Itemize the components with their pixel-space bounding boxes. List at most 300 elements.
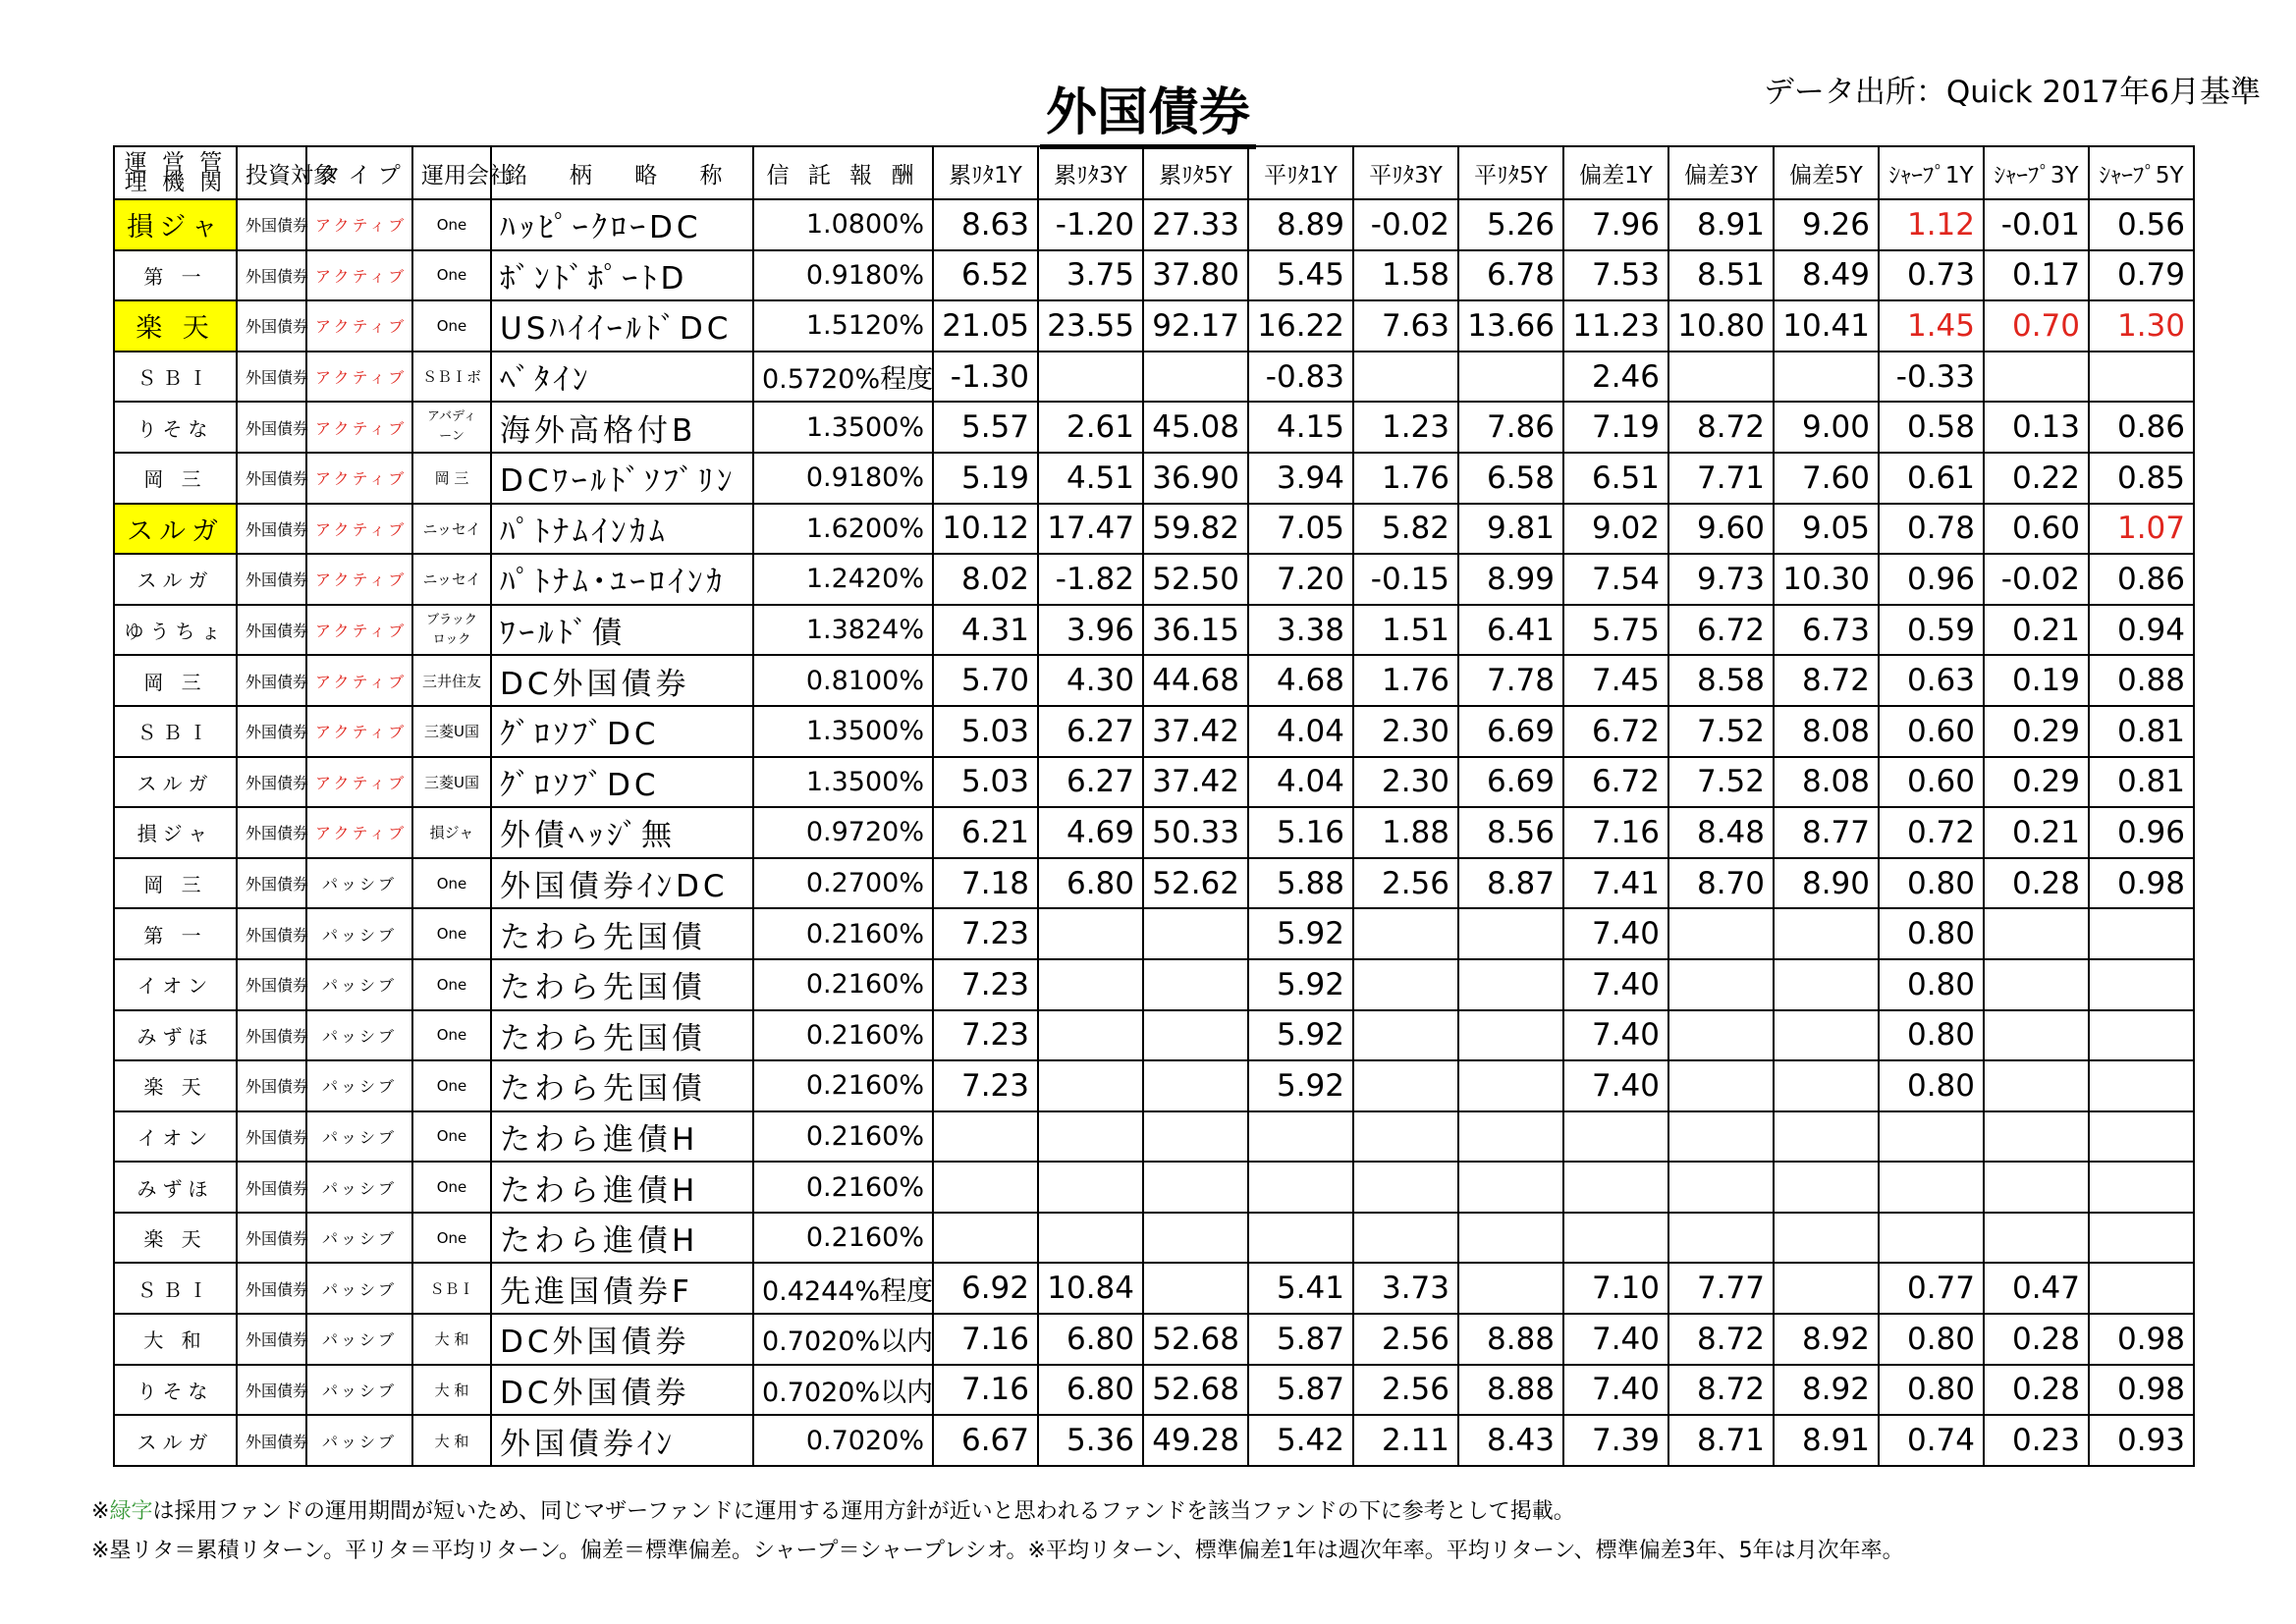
metric-cell bbox=[1668, 959, 1774, 1010]
table-row bbox=[114, 1415, 2194, 1466]
target-cell: 外国債券 bbox=[237, 1365, 306, 1416]
metric-cell: 0.94 bbox=[2089, 605, 2194, 656]
org-cell: ゆうちょ bbox=[114, 605, 237, 656]
table-row bbox=[114, 757, 2194, 808]
table-row bbox=[114, 1162, 2194, 1213]
metric-cell: 0.60 bbox=[1879, 706, 1984, 757]
metric-cell: 0.74 bbox=[1879, 1415, 1984, 1466]
metric-cell: 5.87 bbox=[1248, 1365, 1353, 1416]
metric-cell: 0.28 bbox=[1984, 858, 2089, 909]
metric-cell bbox=[1248, 1213, 1353, 1264]
metric-cell: 0.85 bbox=[2089, 453, 2194, 504]
metric-cell: 3.75 bbox=[1038, 250, 1143, 301]
metric-cell bbox=[1458, 352, 1563, 403]
type-cell: アクティブ bbox=[306, 250, 412, 301]
metric-cell bbox=[1668, 352, 1774, 403]
footnote-2: ※塁リタ＝累積リターン。平リタ＝平均リターン。偏差＝標準偏差。シャープ＝シャープレシオ。※平均リターン、標準偏差1年は週次年率。平均リターン、標準偏差3年、5年は月次年率。 bbox=[91, 1539, 1904, 1563]
org-cell: 第 一 bbox=[114, 250, 237, 301]
metric-cell: 0.56 bbox=[2089, 199, 2194, 250]
type-cell: パッシブ bbox=[306, 1415, 412, 1466]
metric-cell: -1.82 bbox=[1038, 554, 1143, 605]
metric-cell: 6.72 bbox=[1563, 706, 1668, 757]
metric-cell: 52.50 bbox=[1143, 554, 1248, 605]
metric-cell: 3.38 bbox=[1248, 605, 1353, 656]
metric-cell: 0.21 bbox=[1984, 605, 2089, 656]
metric-cell: 6.69 bbox=[1458, 757, 1563, 808]
metric-cell bbox=[1458, 1010, 1563, 1061]
metric-cell: 2.46 bbox=[1563, 352, 1668, 403]
table-row bbox=[114, 807, 2194, 858]
table-row bbox=[114, 706, 2194, 757]
table-row bbox=[114, 1111, 2194, 1163]
org-cell: イオン bbox=[114, 1111, 237, 1163]
metric-cell bbox=[1353, 1162, 1458, 1213]
fee-cell: 0.9180% bbox=[753, 250, 933, 301]
metric-cell: 4.04 bbox=[1248, 706, 1353, 757]
header-fund-name: 銘 柄 略 称 bbox=[491, 146, 753, 199]
manager-cell: One bbox=[412, 1060, 491, 1111]
type-cell: アクティブ bbox=[306, 352, 412, 403]
metric-cell: 0.81 bbox=[2089, 706, 2194, 757]
metric-cell bbox=[1774, 1010, 1879, 1061]
metric-cell: 4.68 bbox=[1248, 655, 1353, 706]
metric-cell: 7.16 bbox=[1563, 807, 1668, 858]
metric-cell: 8.71 bbox=[1668, 1415, 1774, 1466]
table-row bbox=[114, 1314, 2194, 1365]
metric-cell: 0.13 bbox=[1984, 402, 2089, 453]
metric-cell bbox=[2089, 352, 2194, 403]
type-cell: パッシブ bbox=[306, 1365, 412, 1416]
metric-cell bbox=[1248, 1162, 1353, 1213]
manager-cell: One bbox=[412, 908, 491, 959]
header-stdev-1y: 偏差1Y bbox=[1563, 146, 1668, 199]
header-avgret-3y: 平ﾘﾀ3Y bbox=[1353, 146, 1458, 199]
metric-cell: 3.73 bbox=[1353, 1263, 1458, 1314]
metric-cell: 5.19 bbox=[933, 453, 1038, 504]
metric-cell: 27.33 bbox=[1143, 199, 1248, 250]
metric-cell: 8.99 bbox=[1458, 554, 1563, 605]
metric-cell: 21.05 bbox=[933, 300, 1038, 352]
metric-cell bbox=[1879, 1111, 1984, 1163]
metric-cell bbox=[1038, 1111, 1143, 1163]
metric-cell: 7.71 bbox=[1668, 453, 1774, 504]
metric-cell: -0.33 bbox=[1879, 352, 1984, 403]
metric-cell: 52.68 bbox=[1143, 1365, 1248, 1416]
metric-cell: 8.48 bbox=[1668, 807, 1774, 858]
fee-cell: 0.9720% bbox=[753, 807, 933, 858]
metric-cell: 8.51 bbox=[1668, 250, 1774, 301]
metric-cell: 9.26 bbox=[1774, 199, 1879, 250]
metric-cell: 0.80 bbox=[1879, 908, 1984, 959]
metric-cell: 7.19 bbox=[1563, 402, 1668, 453]
metric-cell: 7.41 bbox=[1563, 858, 1668, 909]
metric-cell: 7.52 bbox=[1668, 706, 1774, 757]
metric-cell bbox=[1038, 1162, 1143, 1213]
target-cell: 外国債券 bbox=[237, 1263, 306, 1314]
fee-cell: 0.8100% bbox=[753, 655, 933, 706]
metric-cell: 8.88 bbox=[1458, 1314, 1563, 1365]
metric-cell: 7.40 bbox=[1563, 908, 1668, 959]
table-row bbox=[114, 300, 2194, 352]
metric-cell bbox=[2089, 1263, 2194, 1314]
header-cumret-3y: 累ﾘﾀ3Y bbox=[1038, 146, 1143, 199]
metric-cell: 8.72 bbox=[1774, 655, 1879, 706]
metric-cell: 7.78 bbox=[1458, 655, 1563, 706]
metric-cell: -0.02 bbox=[1353, 199, 1458, 250]
header-stdev-3y: 偏差3Y bbox=[1668, 146, 1774, 199]
header-type: タ イ プ bbox=[306, 146, 412, 199]
metric-cell: 8.49 bbox=[1774, 250, 1879, 301]
fee-cell: 0.9180% bbox=[753, 453, 933, 504]
org-cell: 岡 三 bbox=[114, 453, 237, 504]
metric-cell: 5.75 bbox=[1563, 605, 1668, 656]
metric-cell: 0.80 bbox=[1879, 1314, 1984, 1365]
metric-cell bbox=[1458, 1213, 1563, 1264]
metric-cell: 7.40 bbox=[1563, 1010, 1668, 1061]
fee-cell: 0.7020%以内 bbox=[753, 1314, 933, 1365]
metric-cell: 0.21 bbox=[1984, 807, 2089, 858]
metric-cell bbox=[1984, 1162, 2089, 1213]
metric-cell: 8.43 bbox=[1458, 1415, 1563, 1466]
metric-cell: 49.28 bbox=[1143, 1415, 1248, 1466]
metric-cell bbox=[1984, 959, 2089, 1010]
metric-cell: -0.01 bbox=[1984, 199, 2089, 250]
metric-cell: 52.62 bbox=[1143, 858, 1248, 909]
org-cell: 大 和 bbox=[114, 1314, 237, 1365]
metric-cell: 7.86 bbox=[1458, 402, 1563, 453]
manager-cell: 三菱U国 bbox=[412, 706, 491, 757]
metric-cell: 6.80 bbox=[1038, 1314, 1143, 1365]
metric-cell bbox=[1143, 352, 1248, 403]
metric-cell: 37.80 bbox=[1143, 250, 1248, 301]
header-stdev-5y: 偏差5Y bbox=[1774, 146, 1879, 199]
target-cell: 外国債券 bbox=[237, 858, 306, 909]
metric-cell bbox=[1143, 1213, 1248, 1264]
data-source-note: データ出所：Quick 2017年6月基準 bbox=[1763, 75, 2261, 110]
footnote-1-green-text: 緑字 bbox=[109, 1499, 153, 1524]
metric-cell bbox=[1038, 1010, 1143, 1061]
target-cell: 外国債券 bbox=[237, 1415, 306, 1466]
org-cell: スルガ bbox=[114, 504, 237, 555]
metric-cell: 5.42 bbox=[1248, 1415, 1353, 1466]
type-cell: アクティブ bbox=[306, 554, 412, 605]
metric-cell: 4.30 bbox=[1038, 655, 1143, 706]
metric-cell: 2.56 bbox=[1353, 858, 1458, 909]
org-cell: 楽 天 bbox=[114, 1060, 237, 1111]
metric-cell bbox=[1038, 908, 1143, 959]
metric-cell: 7.45 bbox=[1563, 655, 1668, 706]
metric-cell: 1.58 bbox=[1353, 250, 1458, 301]
fee-cell: 0.2160% bbox=[753, 1010, 933, 1061]
target-cell: 外国債券 bbox=[237, 807, 306, 858]
metric-cell: 7.40 bbox=[1563, 1365, 1668, 1416]
metric-cell bbox=[1353, 959, 1458, 1010]
org-cell: 岡 三 bbox=[114, 858, 237, 909]
metric-cell: 6.21 bbox=[933, 807, 1038, 858]
metric-cell: 1.23 bbox=[1353, 402, 1458, 453]
metric-cell: 7.20 bbox=[1248, 554, 1353, 605]
metric-cell: 4.04 bbox=[1248, 757, 1353, 808]
metric-cell: 6.72 bbox=[1563, 757, 1668, 808]
metric-cell bbox=[2089, 1162, 2194, 1213]
metric-cell: 8.08 bbox=[1774, 706, 1879, 757]
metric-cell: 4.51 bbox=[1038, 453, 1143, 504]
table-row bbox=[114, 504, 2194, 555]
target-cell: 外国債券 bbox=[237, 706, 306, 757]
type-cell: アクティブ bbox=[306, 655, 412, 706]
type-cell: パッシブ bbox=[306, 1060, 412, 1111]
target-cell: 外国債券 bbox=[237, 959, 306, 1010]
org-cell: 岡 三 bbox=[114, 655, 237, 706]
fund-name-cell: ﾎﾞﾝﾄﾞﾎﾟｰﾄD bbox=[491, 250, 753, 301]
metric-cell: 0.77 bbox=[1879, 1263, 1984, 1314]
metric-cell: 0.86 bbox=[2089, 402, 2194, 453]
target-cell: 外国債券 bbox=[237, 1060, 306, 1111]
metric-cell: 8.02 bbox=[933, 554, 1038, 605]
metric-cell bbox=[1353, 352, 1458, 403]
metric-cell: 37.42 bbox=[1143, 706, 1248, 757]
target-cell: 外国債券 bbox=[237, 352, 306, 403]
metric-cell: 0.72 bbox=[1879, 807, 1984, 858]
table-row bbox=[114, 402, 2194, 453]
table-row bbox=[114, 655, 2194, 706]
metric-cell: 0.79 bbox=[2089, 250, 2194, 301]
metric-cell: 8.87 bbox=[1458, 858, 1563, 909]
footnote-1 bbox=[91, 1492, 1904, 1532]
metric-cell: 8.92 bbox=[1774, 1365, 1879, 1416]
header-cumret-1y: 累ﾘﾀ1Y bbox=[933, 146, 1038, 199]
metric-cell: 0.19 bbox=[1984, 655, 2089, 706]
metric-cell bbox=[1668, 1162, 1774, 1213]
metric-cell bbox=[1038, 1213, 1143, 1264]
metric-cell: 6.51 bbox=[1563, 453, 1668, 504]
metric-cell: 5.82 bbox=[1353, 504, 1458, 555]
manager-cell: 岡 三 bbox=[412, 453, 491, 504]
metric-cell bbox=[1143, 1263, 1248, 1314]
metric-cell: 52.68 bbox=[1143, 1314, 1248, 1365]
metric-cell: 9.60 bbox=[1668, 504, 1774, 555]
metric-cell bbox=[1143, 1010, 1248, 1061]
metric-cell: 7.05 bbox=[1248, 504, 1353, 555]
target-cell: 外国債券 bbox=[237, 402, 306, 453]
fund-name-cell: たわら先国債 bbox=[491, 1060, 753, 1111]
metric-cell: 2.11 bbox=[1353, 1415, 1458, 1466]
metric-cell: 7.77 bbox=[1668, 1263, 1774, 1314]
metric-cell: 0.88 bbox=[2089, 655, 2194, 706]
metric-cell: 44.68 bbox=[1143, 655, 1248, 706]
org-cell: りそな bbox=[114, 1365, 237, 1416]
fee-cell: 0.2160% bbox=[753, 1213, 933, 1264]
metric-cell bbox=[1668, 1010, 1774, 1061]
metric-cell: 0.86 bbox=[2089, 554, 2194, 605]
metric-cell bbox=[1353, 908, 1458, 959]
fund-name-cell: DCﾜｰﾙﾄﾞｿﾌﾞﾘﾝ bbox=[491, 453, 753, 504]
metric-cell: 3.94 bbox=[1248, 453, 1353, 504]
target-cell: 外国債券 bbox=[237, 554, 306, 605]
metric-cell: 0.73 bbox=[1879, 250, 1984, 301]
type-cell: パッシブ bbox=[306, 1162, 412, 1213]
org-cell: みずほ bbox=[114, 1162, 237, 1213]
metric-cell bbox=[1984, 1213, 2089, 1264]
metric-cell: 2.30 bbox=[1353, 706, 1458, 757]
metric-cell: 8.70 bbox=[1668, 858, 1774, 909]
metric-cell: 6.92 bbox=[933, 1263, 1038, 1314]
fee-cell: 1.3500% bbox=[753, 402, 933, 453]
target-cell: 外国債券 bbox=[237, 1111, 306, 1163]
metric-cell: 10.84 bbox=[1038, 1263, 1143, 1314]
target-cell: 外国債券 bbox=[237, 199, 306, 250]
table-row bbox=[114, 959, 2194, 1010]
table-row bbox=[114, 1365, 2194, 1416]
metric-cell bbox=[1774, 1263, 1879, 1314]
metric-cell: 5.36 bbox=[1038, 1415, 1143, 1466]
type-cell: アクティブ bbox=[306, 807, 412, 858]
metric-cell: 0.93 bbox=[2089, 1415, 2194, 1466]
table-row bbox=[114, 1010, 2194, 1061]
metric-cell: 0.60 bbox=[1879, 757, 1984, 808]
metric-cell: 8.88 bbox=[1458, 1365, 1563, 1416]
metric-cell: 9.81 bbox=[1458, 504, 1563, 555]
metric-cell: 6.80 bbox=[1038, 858, 1143, 909]
fee-cell: 0.7020% bbox=[753, 1415, 933, 1466]
metric-cell: 5.57 bbox=[933, 402, 1038, 453]
metric-cell: 6.69 bbox=[1458, 706, 1563, 757]
metric-cell bbox=[1458, 1111, 1563, 1163]
table-row bbox=[114, 1060, 2194, 1111]
footnote-1-text: は採用ファンドの運用期間が短いため、同じマザーファンドに運用する運用方針が近いと思われるファンドを該当ファンドの下に参考として掲載。 bbox=[152, 1499, 1575, 1524]
metric-cell: 0.98 bbox=[2089, 1365, 2194, 1416]
manager-cell: ＳＢＩボ bbox=[412, 352, 491, 403]
metric-cell: 0.80 bbox=[1879, 1060, 1984, 1111]
metric-cell: 0.80 bbox=[1879, 959, 1984, 1010]
header-cumret-5y: 累ﾘﾀ5Y bbox=[1143, 146, 1248, 199]
metric-cell: 1.76 bbox=[1353, 453, 1458, 504]
org-cell: 第 一 bbox=[114, 908, 237, 959]
metric-cell: 4.31 bbox=[933, 605, 1038, 656]
metric-cell: 6.78 bbox=[1458, 250, 1563, 301]
metric-cell bbox=[1668, 908, 1774, 959]
type-cell: パッシブ bbox=[306, 1314, 412, 1365]
metric-cell: 0.63 bbox=[1879, 655, 1984, 706]
metric-cell: 3.96 bbox=[1038, 605, 1143, 656]
target-cell: 外国債券 bbox=[237, 908, 306, 959]
metric-cell: 1.76 bbox=[1353, 655, 1458, 706]
metric-cell bbox=[1984, 1010, 2089, 1061]
metric-cell: 45.08 bbox=[1143, 402, 1248, 453]
fee-cell: 1.2420% bbox=[753, 554, 933, 605]
metric-cell: 5.16 bbox=[1248, 807, 1353, 858]
metric-cell: 7.23 bbox=[933, 959, 1038, 1010]
type-cell: パッシブ bbox=[306, 1010, 412, 1061]
fee-cell: 1.3824% bbox=[753, 605, 933, 656]
metric-cell: 8.91 bbox=[1774, 1415, 1879, 1466]
metric-cell: 59.82 bbox=[1143, 504, 1248, 555]
metric-cell: 0.96 bbox=[2089, 807, 2194, 858]
manager-cell: アバディーン bbox=[412, 402, 491, 453]
fee-cell: 0.2160% bbox=[753, 1162, 933, 1213]
fund-name-cell: 外債ﾍｯｼﾞ無 bbox=[491, 807, 753, 858]
fee-cell: 0.5720%程度 bbox=[753, 352, 933, 403]
metric-cell bbox=[1563, 1162, 1668, 1213]
metric-cell: 1.07 bbox=[2089, 504, 2194, 555]
metric-cell: 5.92 bbox=[1248, 1010, 1353, 1061]
metric-cell: 7.16 bbox=[933, 1365, 1038, 1416]
metric-cell bbox=[1353, 1060, 1458, 1111]
metric-cell: 0.23 bbox=[1984, 1415, 2089, 1466]
metric-cell: 0.58 bbox=[1879, 402, 1984, 453]
metric-cell: 10.12 bbox=[933, 504, 1038, 555]
metric-cell: 0.17 bbox=[1984, 250, 2089, 301]
metric-cell: 7.39 bbox=[1563, 1415, 1668, 1466]
org-cell: 楽 天 bbox=[114, 1213, 237, 1264]
metric-cell bbox=[933, 1111, 1038, 1163]
type-cell: パッシブ bbox=[306, 1213, 412, 1264]
fund-name-cell: 先進国債券F bbox=[491, 1263, 753, 1314]
fund-name-cell: 海外高格付B bbox=[491, 402, 753, 453]
manager-cell: One bbox=[412, 959, 491, 1010]
metric-cell: 0.98 bbox=[2089, 858, 2194, 909]
manager-cell: 大 和 bbox=[412, 1415, 491, 1466]
metric-cell: 0.80 bbox=[1879, 1365, 1984, 1416]
table-row bbox=[114, 858, 2194, 909]
fund-name-cell: たわら先国債 bbox=[491, 908, 753, 959]
metric-cell: 0.59 bbox=[1879, 605, 1984, 656]
fund-name-cell: たわら先国債 bbox=[491, 1010, 753, 1061]
metric-cell: 7.23 bbox=[933, 908, 1038, 959]
type-cell: パッシブ bbox=[306, 1111, 412, 1163]
metric-cell: 7.18 bbox=[933, 858, 1038, 909]
metric-cell: 5.26 bbox=[1458, 199, 1563, 250]
fee-cell: 0.2160% bbox=[753, 908, 933, 959]
table-row bbox=[114, 199, 2194, 250]
header-row bbox=[114, 146, 2194, 199]
target-cell: 外国債券 bbox=[237, 453, 306, 504]
fee-cell: 1.3500% bbox=[753, 706, 933, 757]
metric-cell bbox=[1774, 908, 1879, 959]
metric-cell: 0.78 bbox=[1879, 504, 1984, 555]
metric-cell bbox=[1353, 1010, 1458, 1061]
metric-cell: 7.40 bbox=[1563, 1060, 1668, 1111]
fund-name-cell: ｸﾞﾛｿﾌﾞDC bbox=[491, 757, 753, 808]
type-cell: パッシブ bbox=[306, 1263, 412, 1314]
metric-cell: 8.72 bbox=[1668, 1365, 1774, 1416]
metric-cell: 36.15 bbox=[1143, 605, 1248, 656]
metric-cell: 10.41 bbox=[1774, 300, 1879, 352]
footnotes bbox=[91, 1492, 1904, 1571]
metric-cell bbox=[1458, 908, 1563, 959]
metric-cell bbox=[933, 1213, 1038, 1264]
metric-cell bbox=[1984, 1111, 2089, 1163]
metric-cell: -1.30 bbox=[933, 352, 1038, 403]
metric-cell: 11.23 bbox=[1563, 300, 1668, 352]
table-row bbox=[114, 605, 2194, 656]
metric-cell: 0.70 bbox=[1984, 300, 2089, 352]
metric-cell: 5.03 bbox=[933, 757, 1038, 808]
metric-cell: 5.92 bbox=[1248, 1060, 1353, 1111]
type-cell: アクティブ bbox=[306, 706, 412, 757]
metric-cell bbox=[1774, 352, 1879, 403]
header-sharpe-5y: ｼｬｰﾌﾟ5Y bbox=[2089, 146, 2194, 199]
metric-cell: 10.80 bbox=[1668, 300, 1774, 352]
metric-cell: 7.54 bbox=[1563, 554, 1668, 605]
table-body bbox=[114, 199, 2194, 1466]
type-cell: アクティブ bbox=[306, 402, 412, 453]
metric-cell bbox=[1668, 1111, 1774, 1163]
metric-cell bbox=[1353, 1213, 1458, 1264]
metric-cell: 1.51 bbox=[1353, 605, 1458, 656]
table-row bbox=[114, 1263, 2194, 1314]
metric-cell: 7.40 bbox=[1563, 1314, 1668, 1365]
